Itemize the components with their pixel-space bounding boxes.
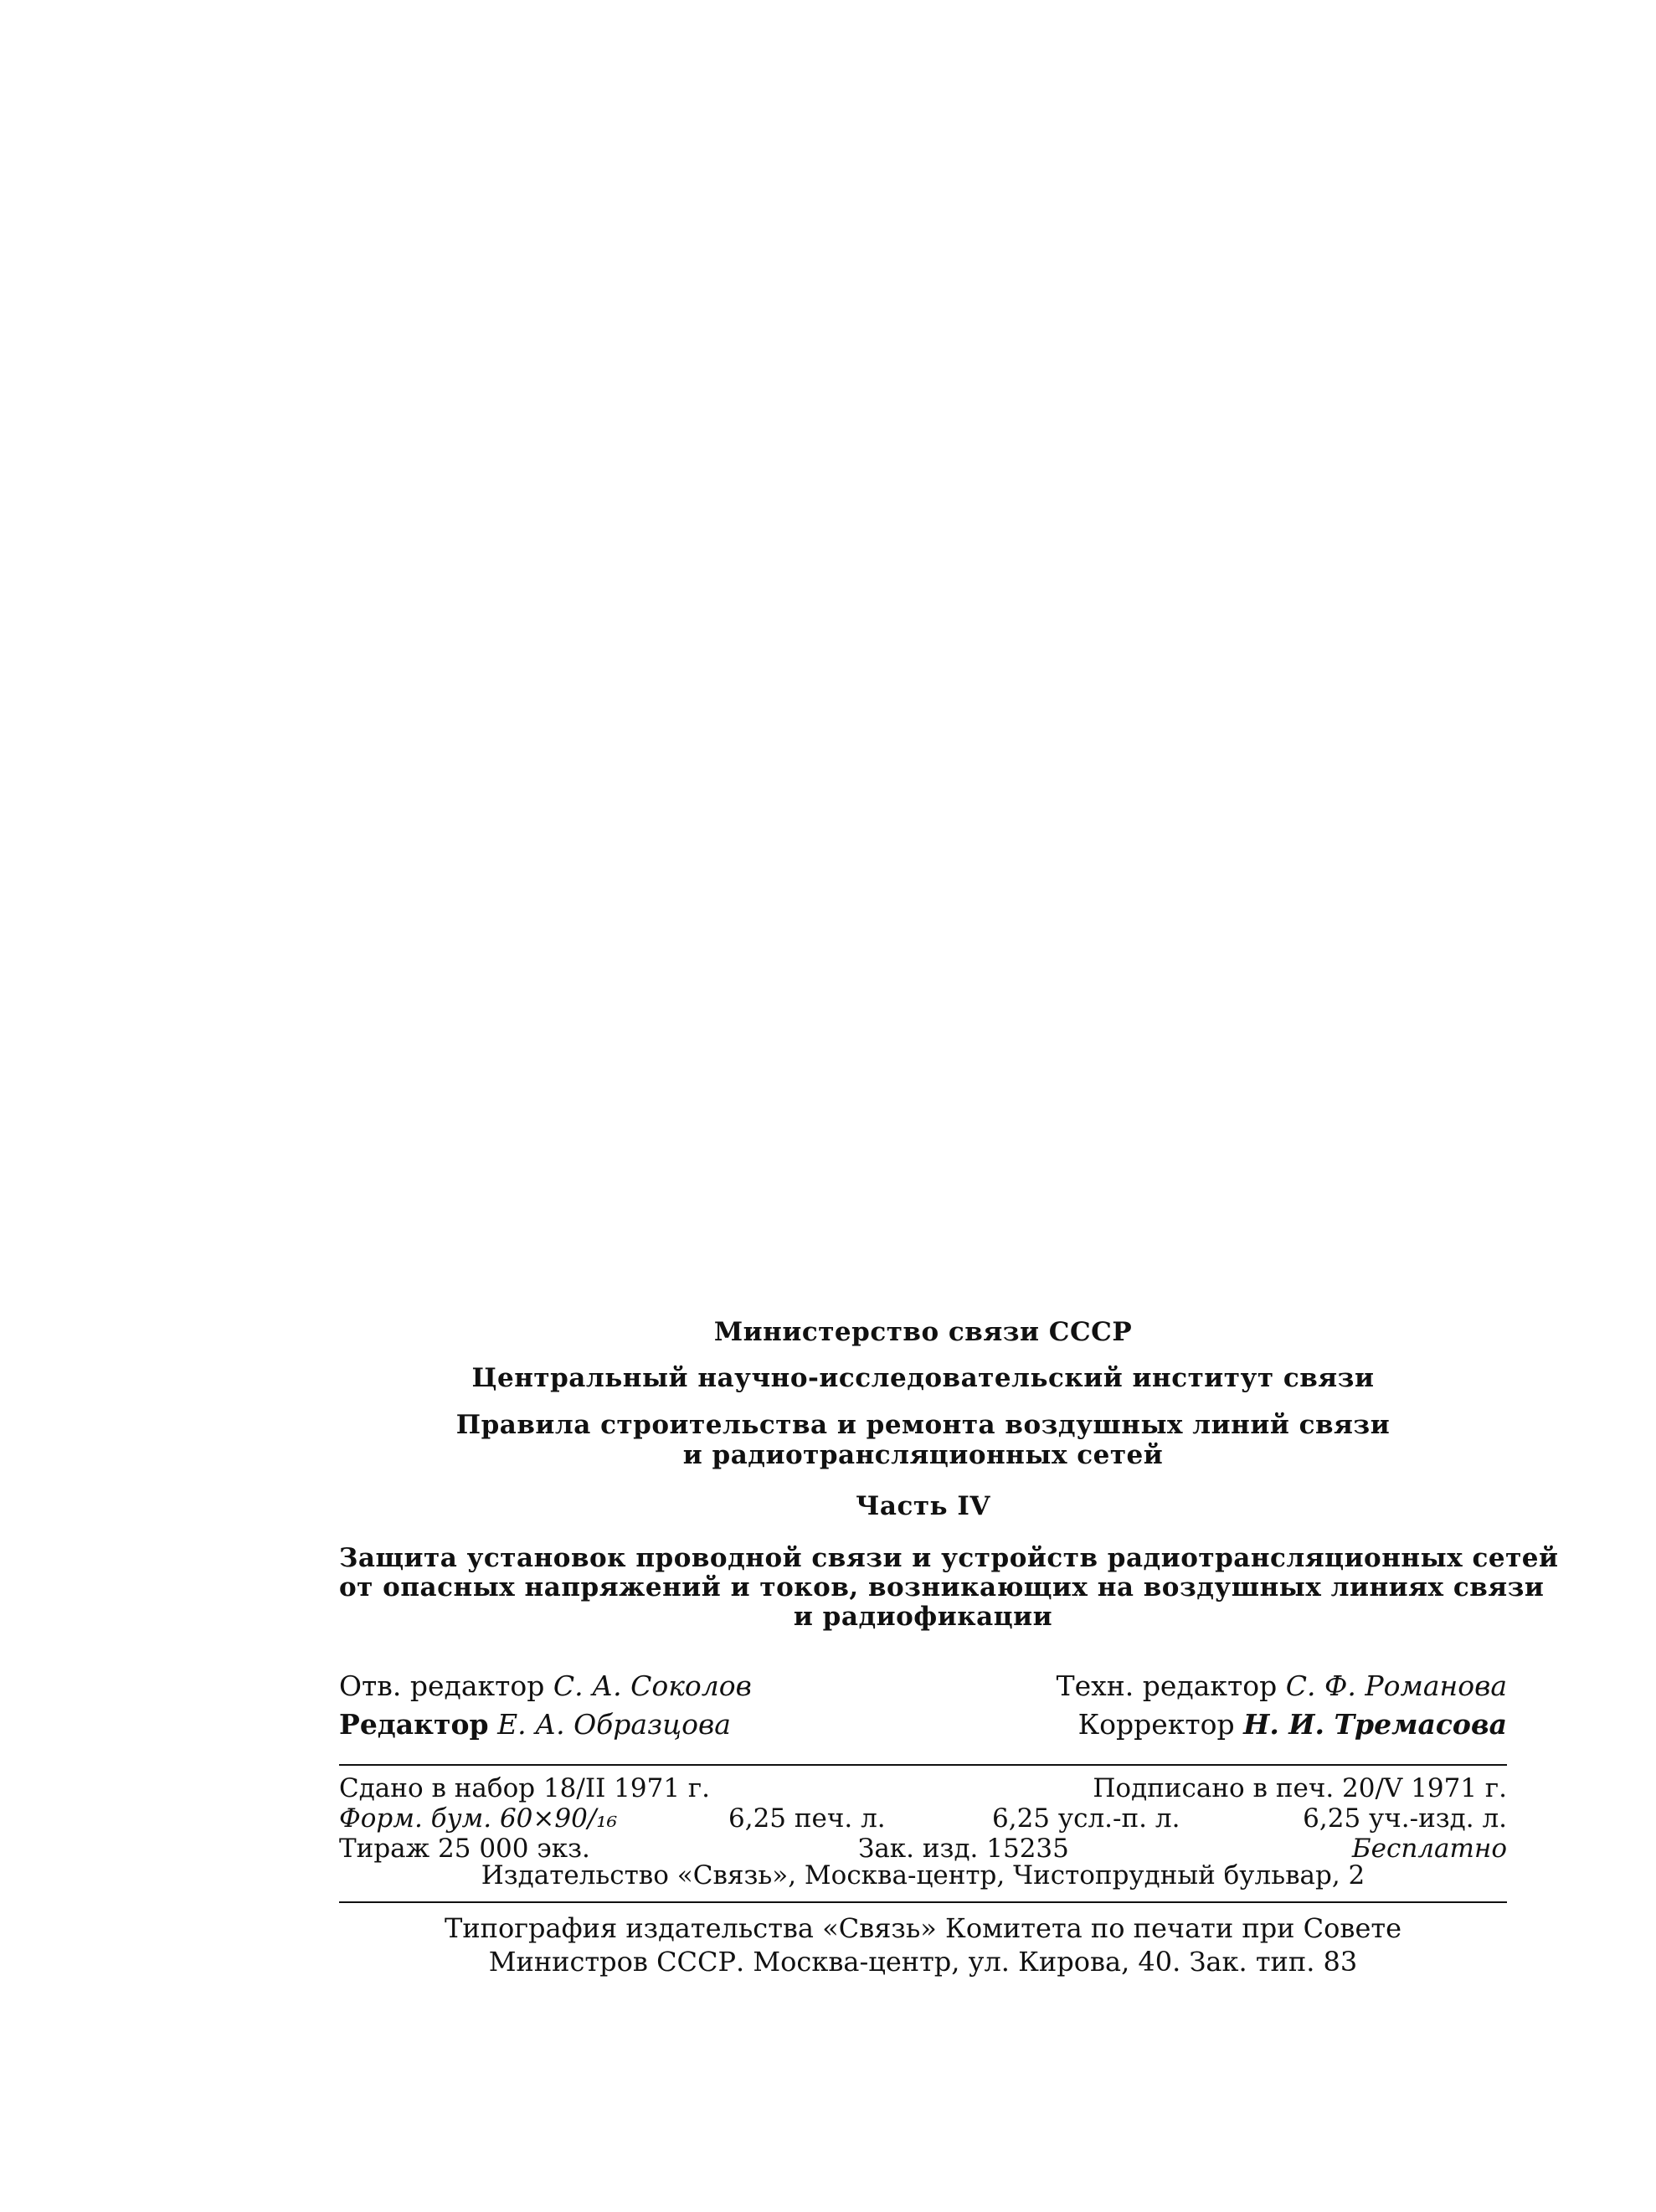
tech-editor-credit [1057,1668,1507,1705]
proofreader-credit [1078,1706,1507,1743]
publisher-address: Издательство «Связь», Москва-центр, Чистопрудный бульвар, 2 [481,1860,1365,1890]
printer-line1: Типография издательства «Связь» Комитета по печати при Совете [444,1912,1402,1944]
imprint-row-format [339,1803,1507,1834]
imprint-row-circulation [339,1834,1507,1864]
resp-editor-name: С. А. Соколов [553,1669,752,1702]
tech-editor-role: Техн. редактор [1056,1669,1278,1702]
divider-rule-top [339,1764,1507,1766]
proofreader-role: Корректор [1077,1708,1235,1741]
circulation: Тираж 25 000 экз. [339,1834,590,1864]
part-number: Часть IV [856,1491,990,1521]
subtitle-line2: от опасных напряжений и токов, возникающих на воздушных линиях связи [339,1572,1545,1602]
resp-editor-credit [339,1668,752,1705]
signed-date: Подписано в печ. 20/V 1971 г. [1093,1773,1507,1803]
imprint-row-dates [339,1773,1507,1803]
credits-block [339,1668,1507,1745]
editor-name: Е. А. Образцова [497,1708,731,1741]
book-title-line2: и радиотрансляционных сетей [682,1440,1164,1470]
credit-row-2 [339,1706,1507,1745]
paper-format: Форм. бум. 60×90/₁₆ [339,1803,618,1834]
divider-rule-bottom [339,1901,1507,1903]
print-sheets: 6,25 печ. л. [728,1803,886,1834]
resp-editor-role: Отв. редактор [339,1669,545,1702]
tech-editor-name: С. Ф. Романова [1285,1669,1507,1702]
proofreader-name: Н. И. Тремасова [1243,1708,1507,1741]
book-title-line1: Правила строительства и ремонта воздушных линий связи [455,1410,1391,1440]
institute-heading: Центральный научно-исследовательский институт связи [471,1363,1375,1393]
typeset-date: Сдано в набор 18/II 1971 г. [339,1773,711,1803]
ministry-heading: Министерство связи СССР [713,1317,1133,1347]
imprint-block [339,1773,1507,1864]
order-number: Зак. изд. 15235 [858,1834,1069,1864]
price: Бесплатно [1351,1834,1507,1864]
editor-role: Редактор [339,1708,489,1741]
conditional-sheets: 6,25 усл.-п. л. [992,1803,1180,1834]
publisher-sheets: 6,25 уч.-изд. л. [1303,1803,1507,1834]
credit-row-1 [339,1668,1507,1706]
subtitle-line1: Защита установок проводной связи и устройств радиотрансляционных сетей [339,1543,1559,1573]
subtitle-line3: и радиофикации [793,1602,1053,1632]
printer-line2: Министров СССР. Москва-центр, ул. Кирова, 40. Зак. тип. 83 [488,1946,1358,1978]
editor-credit [339,1706,731,1743]
